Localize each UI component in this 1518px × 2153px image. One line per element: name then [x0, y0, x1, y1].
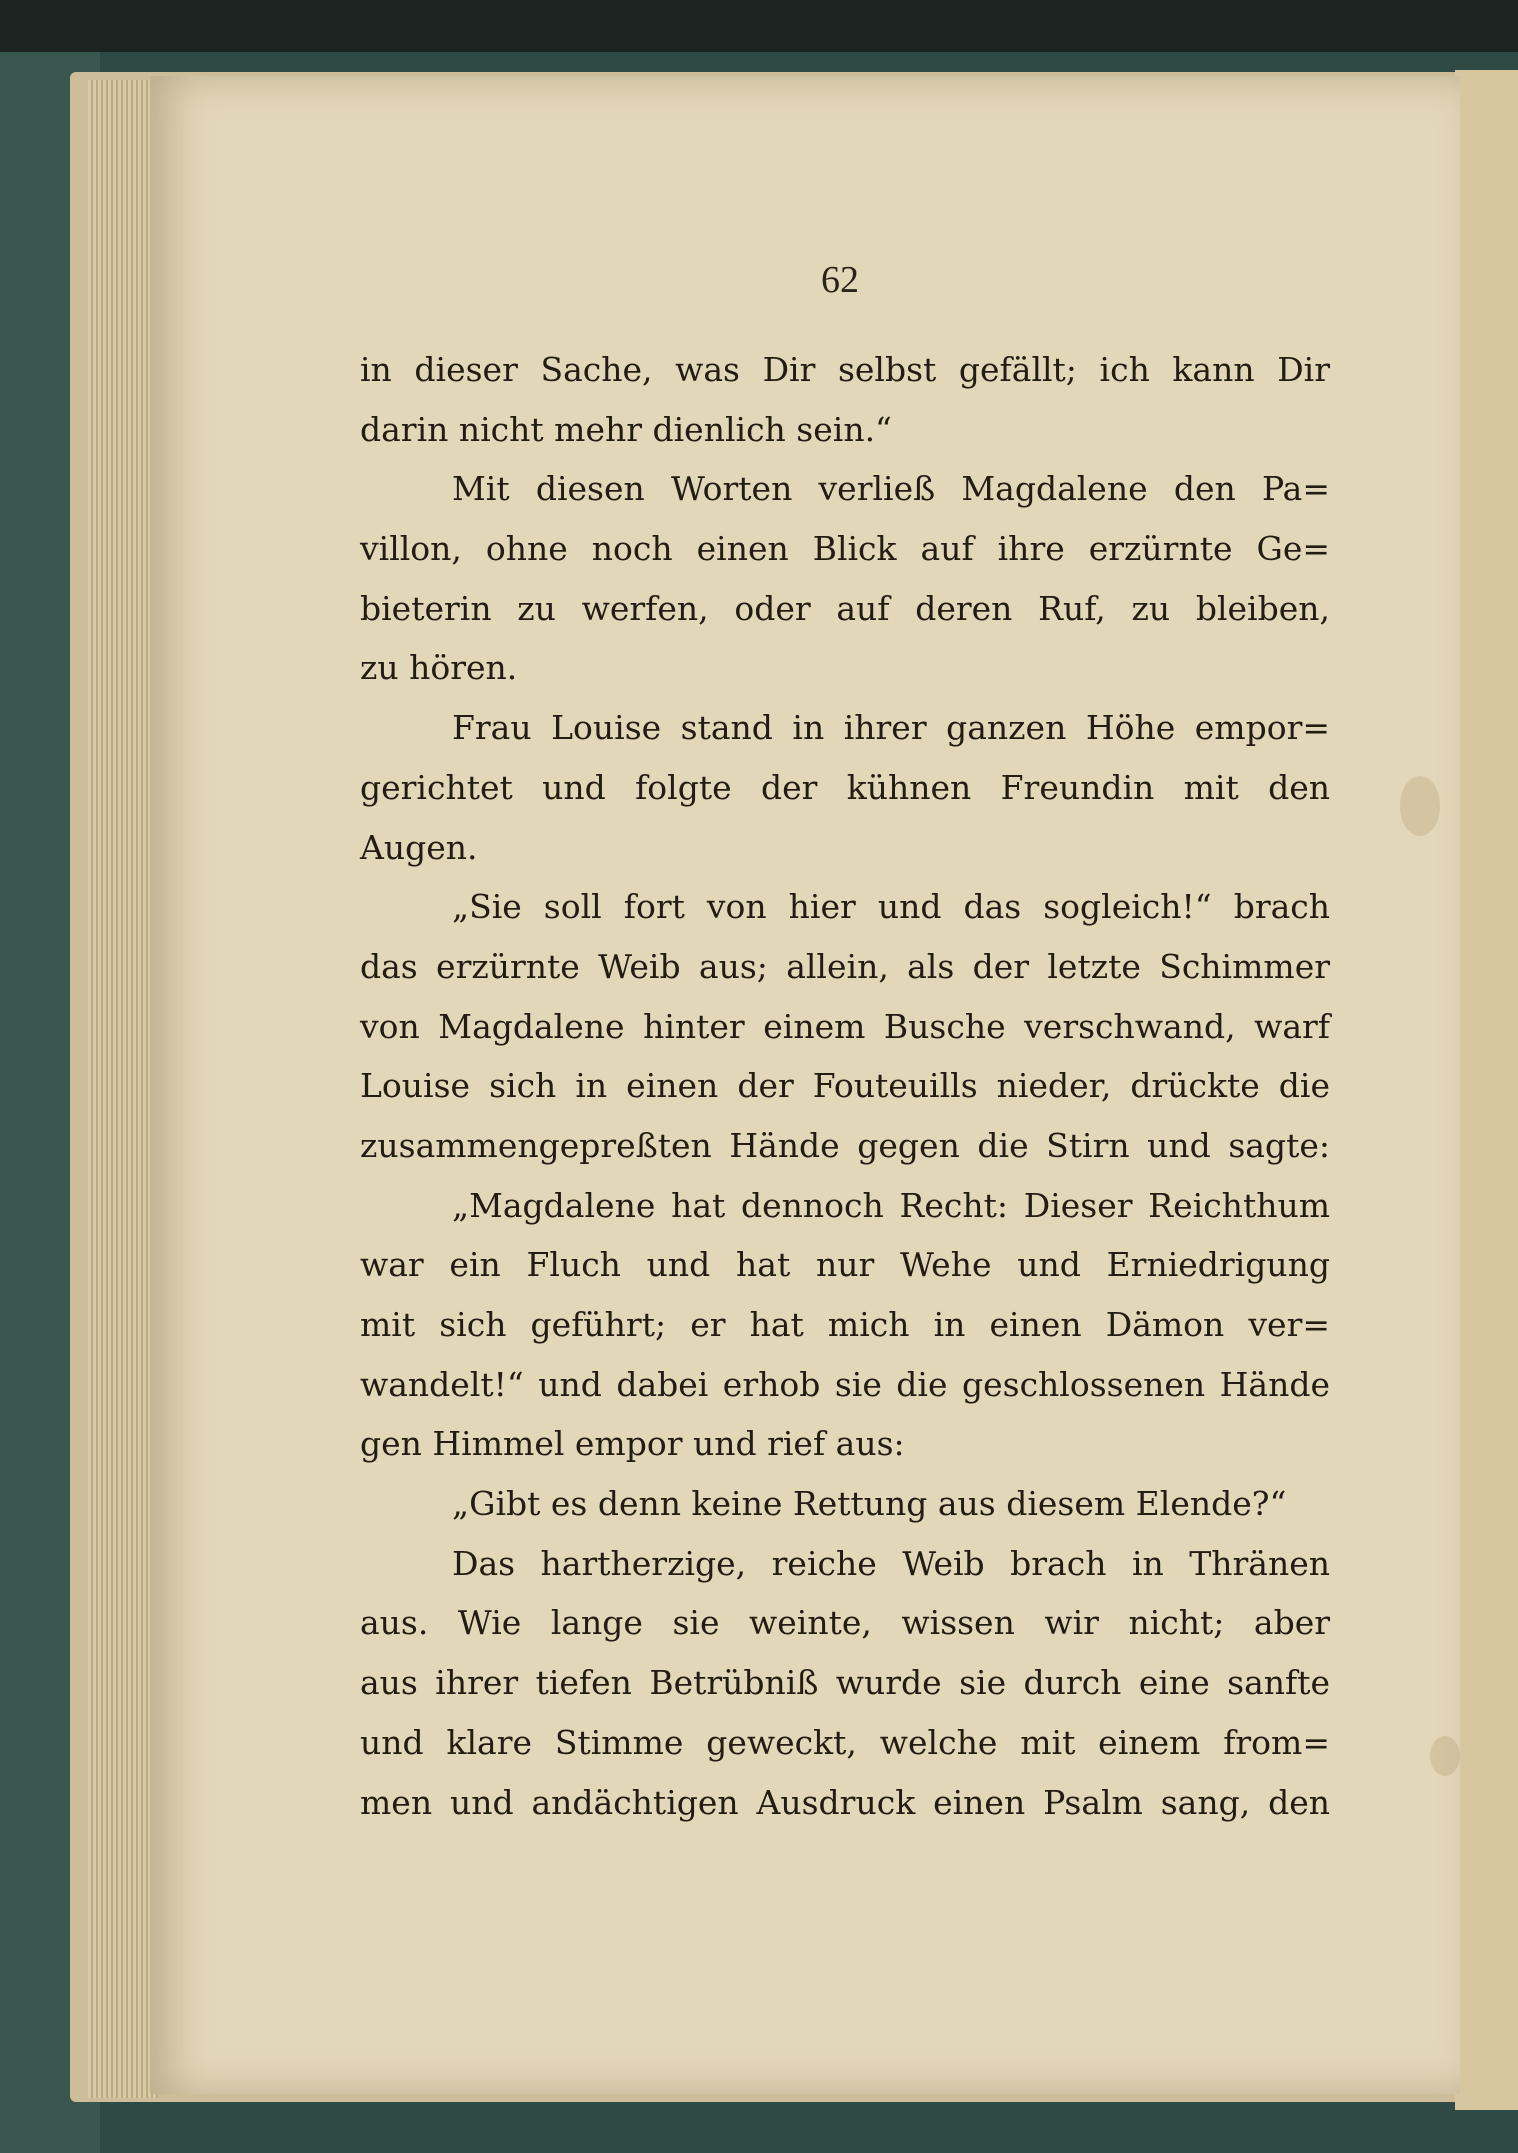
- text-line: Mit diesen Worten verließ Magdalene den Pa=: [452, 469, 1330, 509]
- body-text: [360, 340, 1330, 1832]
- text-line: villon, ohne noch einen Blick auf ihre erzürnte Ge=: [360, 529, 1330, 569]
- paper-stain: [1430, 1736, 1460, 1776]
- text-line: „Sie soll fort von hier und das sogleich!“ brach: [452, 887, 1330, 927]
- text-line: gen Himmel empor und rief aus:: [360, 1424, 905, 1464]
- text-line: aus. Wie lange sie weinte, wissen wir nicht; aber: [360, 1603, 1330, 1643]
- text-line: Louise sich in einen der Fouteuills nieder, drückte die: [360, 1066, 1330, 1106]
- page-edges: [88, 80, 158, 2098]
- text-line: Das hartherzige, reiche Weib brach in Thränen: [452, 1543, 1330, 1583]
- text-line: wandelt!“ und dabei erhob sie die geschlossenen Hände: [360, 1364, 1330, 1404]
- facing-page-edge: [1455, 70, 1518, 2110]
- text-line: zu hören.: [360, 648, 518, 688]
- text-line: aus ihrer tiefen Betrübniß wurde sie durch eine sanfte: [360, 1663, 1330, 1703]
- text-line: Augen.: [360, 827, 478, 867]
- text-line: war ein Fluch und hat nur Wehe und Erniedrigung: [360, 1245, 1330, 1285]
- text-line: bieterin zu werfen, oder auf deren Ruf, zu bleiben,: [360, 588, 1330, 628]
- text-line: „Magdalene hat dennoch Recht: Dieser Reichthum: [452, 1185, 1330, 1225]
- text-line: zusammengepreßten Hände gegen die Stirn und sagte:: [360, 1125, 1330, 1165]
- text-line: in dieser Sache, was Dir selbst gefällt; ich kann Dir: [360, 350, 1330, 389]
- text-line: mit sich geführt; er hat mich in einen Dämon ver=: [360, 1305, 1330, 1344]
- text-line: men und andächtigen Ausdruck einen Psalm sang, den: [360, 1782, 1330, 1822]
- page-number: 62: [821, 259, 859, 301]
- text-line: gerichtet und folgte der kühnen Freundin mit den: [360, 767, 1330, 807]
- text-line: „Gibt es denn keine Rettung aus diesem Elende?“: [452, 1484, 1287, 1524]
- text-line: darin nicht mehr dienlich sein.“: [360, 409, 892, 449]
- text-line: von Magdalene hinter einem Busche verschwand, warf: [360, 1006, 1330, 1046]
- text-line: das erzürnte Weib aus; allein, als der letzte Schimmer: [360, 946, 1330, 986]
- text-line: Frau Louise stand in ihrer ganzen Höhe empor=: [452, 708, 1330, 748]
- text-line: und klare Stimme geweckt, welche mit einem from=: [360, 1722, 1330, 1762]
- paper-stain: [1400, 776, 1440, 836]
